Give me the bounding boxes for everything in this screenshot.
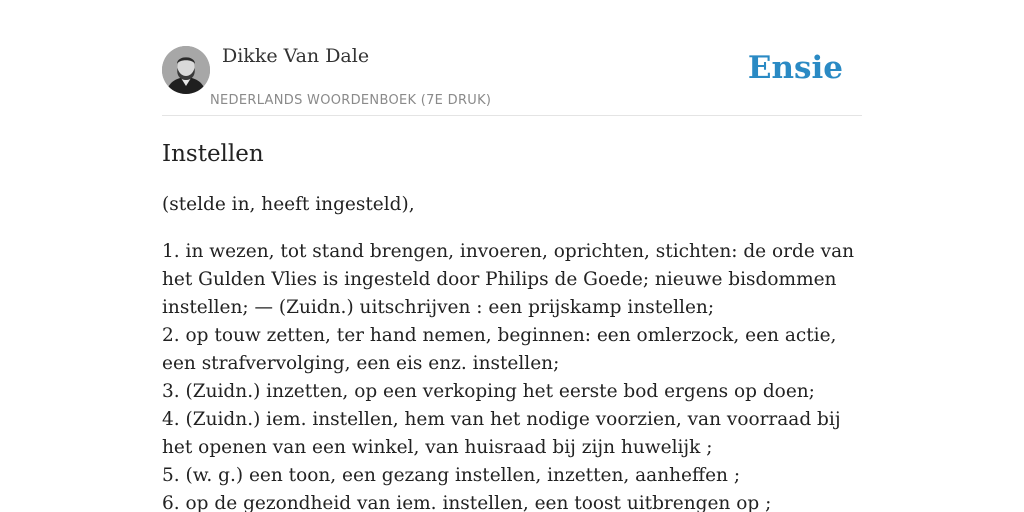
entry-title: Instellen (162, 141, 264, 167)
definition-item: 1. in wezen, tot stand brengen, invoeren, oprichten, stichten: de orde van het Gulden Vlies is ingesteld door Philips de Goede; nieuwe bisdommen instellen; — (Zuidn.) uitschrijven : een prijskamp instellen; (162, 241, 855, 318)
avatar[interactable] (162, 46, 210, 94)
definition-item: 5. (w. g.) een toon, een gezang instellen, inzetten, aanheffen ; (162, 465, 741, 486)
definition-item: 2. op touw zetten, ter hand nemen, beginnen: een omlerzock, een actie, een strafvervolging, een eis enz. instellen; (162, 325, 837, 374)
entry-conjugation: (stelde in, heeft ingesteld), (162, 194, 415, 215)
definition-item: 6. op de gezondheid van iem. instellen, een toost uitbrengen op ; (162, 493, 772, 512)
source-label[interactable]: NEDERLANDS WOORDENBOEK (7E DRUK) (210, 93, 492, 108)
author-name[interactable]: Dikke Van Dale (222, 45, 370, 67)
definition-item: 4. (Zuidn.) iem. instellen, hem van het nodige voorzien, van voorraad bij het openen van een winkel, van huisraad bij zijn huwelijk ; (162, 409, 841, 458)
ensie-logo-link[interactable]: Ensie (747, 50, 843, 86)
header (162, 0, 862, 116)
page (162, 0, 862, 512)
entry (162, 141, 862, 512)
definition-list (162, 238, 862, 512)
definition-item: 3. (Zuidn.) inzetten, op een verkoping het eerste bod ergens op doen; (162, 381, 815, 402)
portrait-image (162, 46, 210, 94)
